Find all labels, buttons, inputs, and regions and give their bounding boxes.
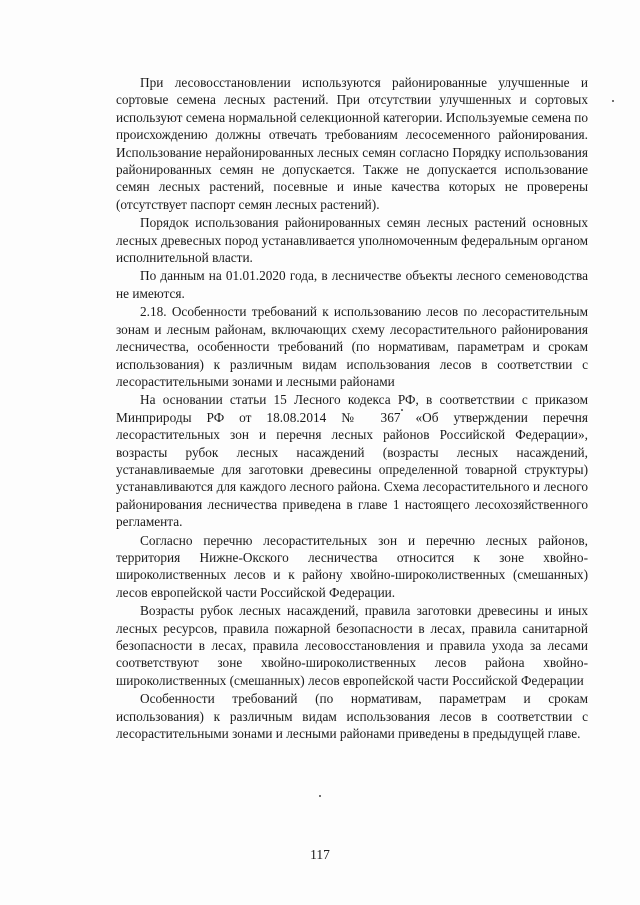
paragraph-zone: Согласно перечню лесорастительных зон и перечню лесных районов, территория Нижне-Окского лесничества относится к зоне хвойно-широколиственных лесов и к району хвойно-широколиственных (смешанных) лесов европейской части Российской Федерации.	[116, 532, 588, 600]
section-heading-2-18: 2.18. Особенности требований к использованию лесов по лесорастительным зонам и лесным районам, включающих схему лесорастительного районирования лесничества, особенности требований (по нормативам, параметрам и срокам использования) к различным видам использования лесов в соответствии с лесорастительными зонами и лесными районами	[116, 304, 588, 389]
paragraph-legal-basis: На основании статьи 15 Лесного кодекса РФ, в соответствии с приказом Минприроды РФ от 18.08.2014 № 367 «Об утверждении перечня лесорастительных зон и перечня лесных районов Российской Федерации», возрасты рубок лесных насаждений (возрасты лесных насаждений, устанавливаемые для заготовки древесины определенной товарной структуры) устанавливаются для каждого лесного района. Схема лесорастительного и лесного районирования лесничества приведена в главе 1 настоящего лесохозяйственного регламента.	[116, 392, 588, 530]
scan-speck	[319, 795, 321, 797]
paragraph-seeds: При лесовосстановлении используются районированные улучшенные и сортовые семена лесных растений. При отсутствии улучшенных и сортовых используют семена нормальной селекционной категории. Используемые семена по происхождению должны отвечать требованиям лесосеменного районирования. Использование нерайонированных лесных семян согласно Порядку использования районированных семян не допускается. Также не допускается использование семян лесных растений, посевные и иные качества которых не проверены (отсутствует паспорт семян лесных растений).	[116, 75, 588, 212]
paragraph-seed-objects: По данным на 01.01.2020 года, в лесничестве объекты лесного семеноводства не имеются.	[116, 268, 588, 301]
scan-speck	[612, 100, 614, 102]
page-number: 117	[310, 847, 330, 862]
paragraph-seed-order: Порядок использования районированных семян лесных растений основных лесных древесных пород устанавливается уполномоченным федеральным органом исполнительной власти.	[116, 215, 588, 266]
body-text	[116, 74, 588, 742]
paragraph-rules: Возрасты рубок лесных насаждений, правила заготовки древесины и иных лесных ресурсов, правила пожарной безопасности в лесах, правила санитарной безопасности в лесах, правила лесовосстановления и правила ухода за лесами соответствуют зоне хвойно-широколиственных лесов района хвойно-широколиственных (смешанных) лесов европейской части Российской Федерации	[116, 603, 588, 688]
paragraph-requirements: Особенности требований (по нормативам, параметрам и срокам использования) к различным видам использования лесов в соответствии с лесорастительными зонами и лесными районами приведены в предыдущей главе.	[116, 691, 588, 742]
